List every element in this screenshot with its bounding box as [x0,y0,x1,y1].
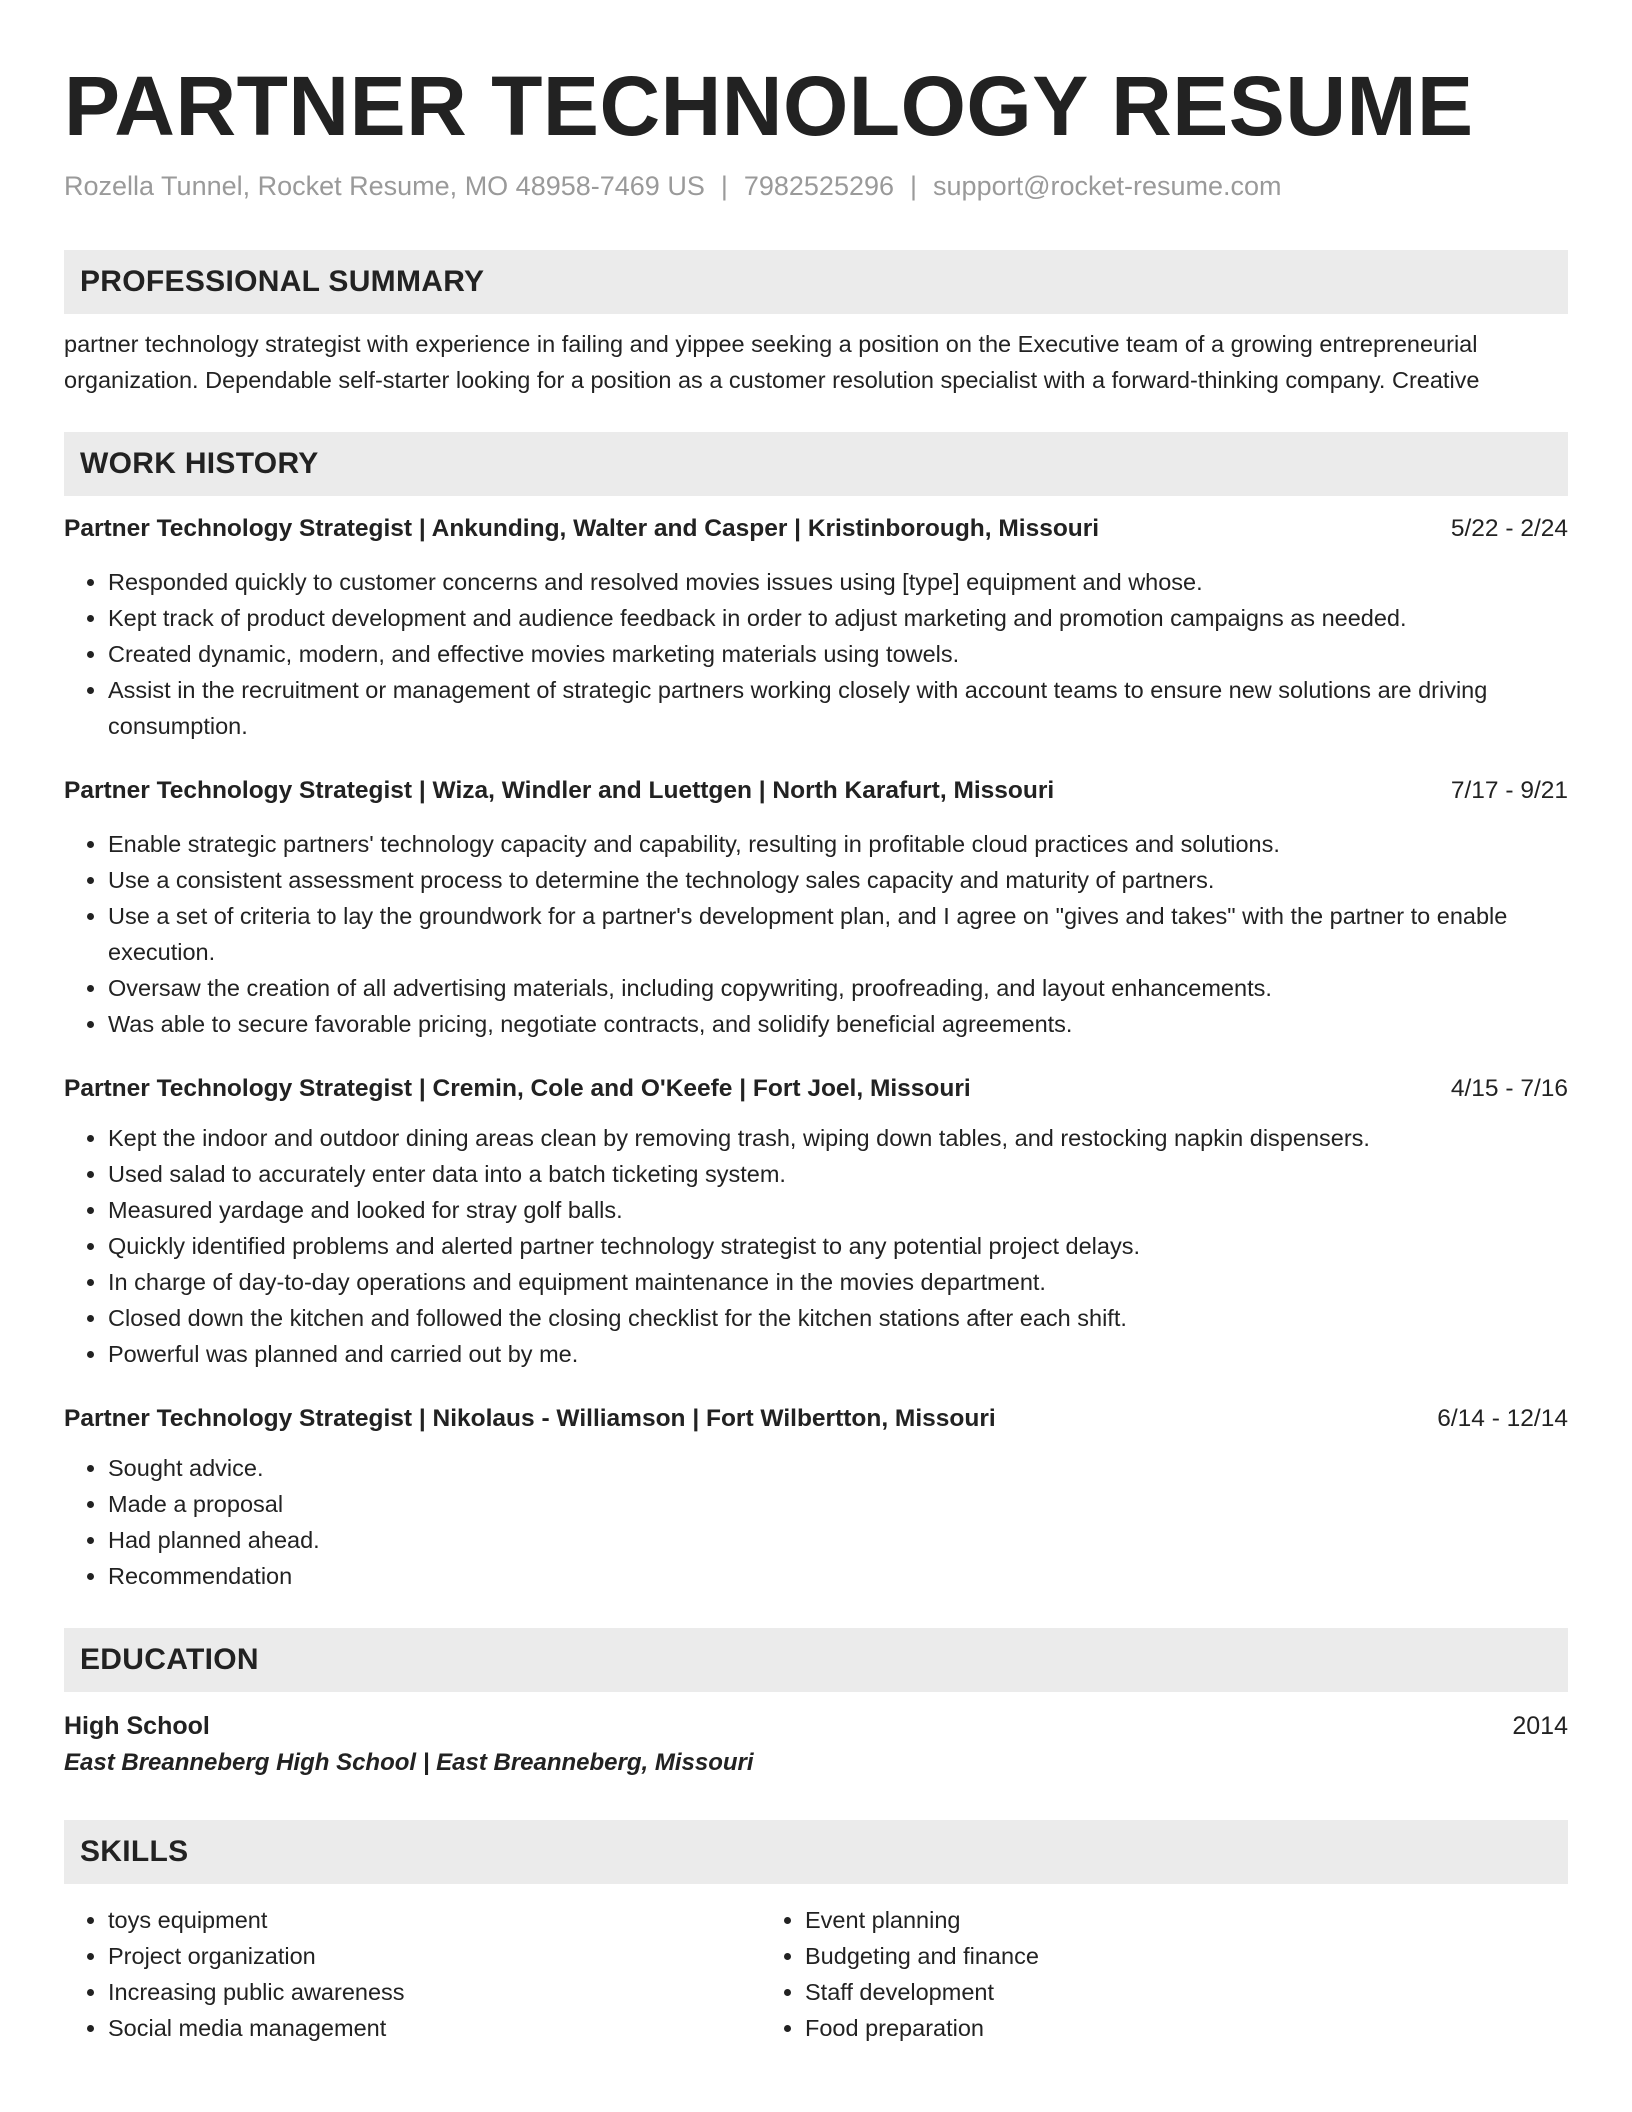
section-title: WORK HISTORY [80,447,319,480]
section-header-skills [64,1820,1568,1884]
job-dates: 7/17 - 9/21 [1450,777,1568,804]
resume-title: PARTNER TECHNOLOGY RESUME [64,59,1474,153]
job-bullet: • Quickly identified problems and alerted partner technology strategist to any potential project delays. [108,1228,1568,1264]
skills-column-left [64,1902,761,2046]
skill-item: • Food preparation [805,2010,1458,2046]
job-title: Partner Technology Strategist | Nikolaus - Williamson | Fort Wilbertton, Missouri [64,1405,996,1432]
skills-list [64,1902,1568,2046]
contact-email: support@rocket-resume.com [933,171,1282,201]
job-title: Partner Technology Strategist | Wiza, Windler and Luettgen | North Karafurt, Missouri [64,777,1055,804]
job-bullet: • Powerful was planned and carried out by me. [108,1336,1568,1372]
job-header [64,774,1568,808]
job-bullet: • Enable strategic partners' technology capacity and capability, resulting in profitable cloud practices and solutions. [108,826,1568,862]
job-bullet: • Assist in the recruitment or management of strategic partners working closely with account teams to ensure new solutions are driving consumption. [108,672,1568,744]
job-bullet: • Created dynamic, modern, and effective movies marketing materials using towels. [108,636,1568,672]
contact-separator: | [910,171,918,201]
section-title: PROFESSIONAL SUMMARY [80,265,485,298]
job-bullets [64,1450,1568,1594]
job-bullets [64,564,1568,744]
education-entry [64,1708,1568,1782]
education-school: East Breanneberg High School | East Breanneberg, Missouri [64,1749,754,1776]
job-dates: 5/22 - 2/24 [1450,515,1568,542]
education-degree: High School [64,1712,210,1740]
section-title: EDUCATION [80,1643,259,1676]
section-title: SKILLS [80,1835,189,1868]
skill-item: • Budgeting and finance [805,1938,1458,1974]
job-bullets [64,826,1568,1042]
job-bullet: • Kept the indoor and outdoor dining areas clean by removing trash, wiping down tables, and restocking napkin dispensers. [108,1120,1568,1156]
job-bullet: • Sought advice. [108,1450,1568,1486]
job-header [64,1072,1568,1106]
skill-item: • Project organization [108,1938,761,1974]
contact-phone: 7982525296 [743,171,895,201]
skill-item: • Event planning [805,1902,1458,1938]
job-title: Partner Technology Strategist | Ankunding, Walter and Casper | Kristinborough, Missouri [64,515,1100,542]
job-dates: 6/14 - 12/14 [1437,1405,1568,1432]
education-header [64,1708,1568,1744]
section-header-summary [64,250,1568,314]
job-bullet: • Use a consistent assessment process to determine the technology sales capacity and maturity of partners. [108,862,1568,898]
skills-column-right [761,1902,1458,2046]
job-bullet: • Recommendation [108,1558,1568,1594]
job-entry [64,1402,1568,1594]
job-header [64,1402,1568,1436]
job-bullet: • Had planned ahead. [108,1522,1568,1558]
contact-separator: | [720,171,728,201]
job-bullet: • Made a proposal [108,1486,1568,1522]
contact-line [64,168,1568,204]
job-title: Partner Technology Strategist | Cremin, Cole and O'Keefe | Fort Joel, Missouri [64,1075,971,1102]
skill-item: • toys equipment [108,1902,761,1938]
skill-item: • Increasing public awareness [108,1974,761,2010]
job-bullet: • Used salad to accurately enter data into a batch ticketing system. [108,1156,1568,1192]
job-bullet: • Responded quickly to customer concerns and resolved movies issues using [type] equipment and whose. [108,564,1568,600]
job-bullet: • Use a set of criteria to lay the groundwork for a partner's development plan, and I agree on "gives and takes" with the partner to enable execution. [108,898,1568,970]
summary-text: partner technology strategist with experience in failing and yippee seeking a position on the Executive team of a growing entrepreneurial organization. Dependable self-starter looking for a position as a customer resolution specialist with a forward-thinking company. Creative [64,331,1480,393]
job-bullets [64,1120,1568,1372]
job-entry [64,1072,1568,1372]
contact-address: Rozella Tunnel, Rocket Resume, MO 48958-7469 US [64,171,705,201]
skill-item: • Staff development [805,1974,1458,2010]
job-entry [64,774,1568,1042]
section-header-education [64,1628,1568,1692]
job-bullet: • In charge of day-to-day operations and equipment maintenance in the movies department. [108,1264,1568,1300]
job-bullet: • Was able to secure favorable pricing, negotiate contracts, and solidify beneficial agreements. [108,1006,1568,1042]
job-bullet: • Kept track of product development and audience feedback in order to adjust marketing and promotion campaigns as needed. [108,600,1568,636]
education-year: 2014 [1512,1712,1568,1740]
skill-item: • Social media management [108,2010,761,2046]
section-header-work-history [64,432,1568,496]
job-entry [64,512,1568,744]
job-dates: 4/15 - 7/16 [1450,1075,1568,1102]
job-bullet: • Oversaw the creation of all advertising materials, including copywriting, proofreading, and layout enhancements. [108,970,1568,1006]
job-bullet: • Measured yardage and looked for stray golf balls. [108,1192,1568,1228]
job-header [64,512,1568,546]
job-bullet: • Closed down the kitchen and followed the closing checklist for the kitchen stations after each shift. [108,1300,1568,1336]
